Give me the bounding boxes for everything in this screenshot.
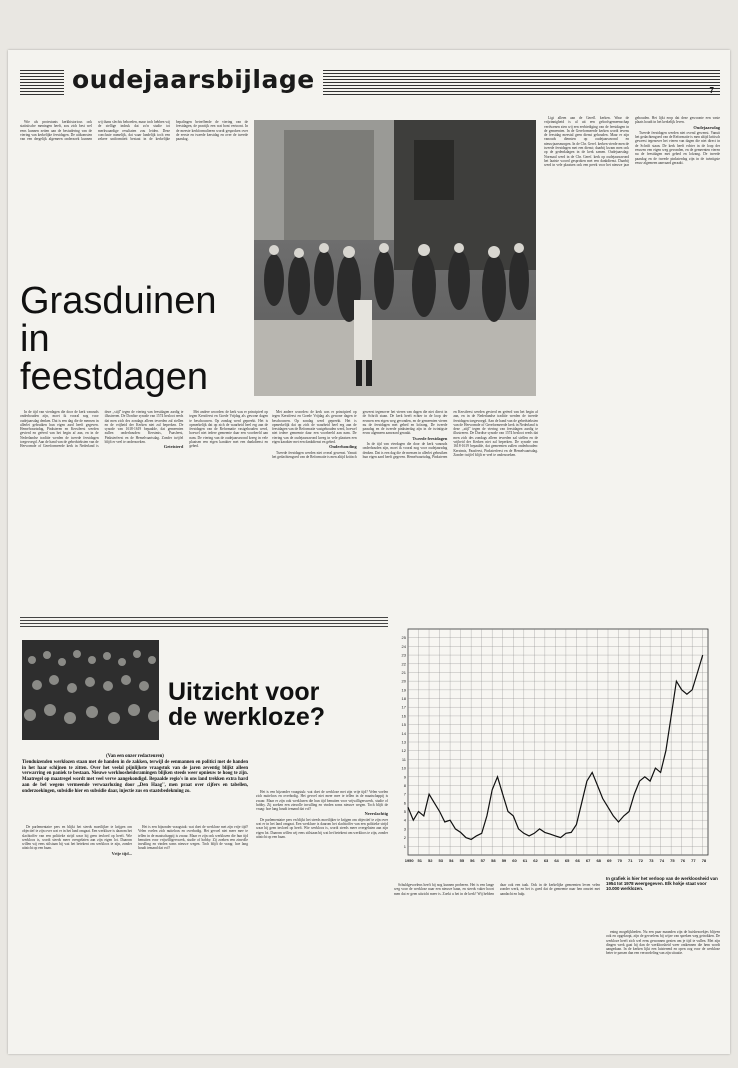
chart-caption: In grafiek is hier het verloop van de werkloosheid van 1954 tot 1978 weergegeven. Elk hokje staat voor 10.000 werklozen. bbox=[606, 876, 718, 892]
article2-paragraph: De parlementaire pers en blijkt het steeds moeilijker te krijgen om objectief te zijn over wat er in het land omgaat. Een werkloze is daarom het slachtoffer van een politieke strijd waar hij geen invloed op heeft. Wie werkloos is, wordt steeds meer overgelaten aan zijn eigen lot. Daarom willen wij eens stilstaan bij wat het betekent om werkloos te zijn, zonder uitzicht op een baan. bbox=[22, 825, 132, 851]
intro-paragraph: Wie als protestants kerkhistoricus ook statistische meningen heeft, zou zich best wel eens kunnen zetten aan de bestudering van de viering van kerkelijke feestdagen. De uitkomsten van een dergelijk algemeen onderzoek kunnen wij thans slechts behoeden, maar toch hebben wij de stellige indruk dat zo'n studie tot merkwaardige resultaten zou leiden. Deze conclusie namelijk, dat waar landelijk toch een zekere uniformiteit bestaat in de kerkelijke bepalingen betreffende de viering van de feestdagen, de practijk een wat bont vertoont. In de meeste kerkformulieren wordt gesproken over de eerste en tweede kerstdag en over de tweede paasdag. bbox=[20, 120, 248, 142]
article2-paragraph-3: Het is een bijzonder vraagstuk: wat doet de werkloze met zijn vrije tijd? Velen voelen zich nutteloos en overbodig. Het gevoel niet meer mee te tellen in de maatschappij is zwaar. Maar er zijn ook werklozen die hun tijd benutten voor vrijwilligerswerk, studie of hobby. Zij zoeken een zinvolle invulling en vinden soms nieuwe wegen. Toch blijft de vraag: hoe lang houdt iemand dat vol? bbox=[256, 790, 388, 812]
y-tick-label: 25 bbox=[401, 635, 406, 641]
x-tick-label: 55 bbox=[459, 858, 465, 863]
x-tick-label: 54 bbox=[449, 858, 454, 863]
y-tick-label: 3 bbox=[403, 826, 406, 832]
chart-svg bbox=[394, 623, 720, 873]
newspaper-page bbox=[8, 50, 730, 1054]
x-tick-label: 69 bbox=[606, 858, 612, 863]
article1-body-right bbox=[272, 410, 538, 620]
x-tick-label: 73 bbox=[649, 858, 654, 863]
y-tick-label: 10 bbox=[401, 765, 406, 771]
x-tick-label: 61 bbox=[522, 858, 528, 863]
x-tick-label: 57 bbox=[480, 858, 486, 863]
y-tick-label: 5 bbox=[403, 809, 406, 815]
article2-paragraph-5: Schuldgevoelens heeft hij nog kunnen proberen. Het is een lange weg voor de werkloze naar een nieuwe baan, en steeds vaker hoort men dat er geen uitzicht meer is. Zoekt u het in de kerk? Wij hebben daar ook een taak. Ook in de kerkelijke gemeenten leven velen zonder werk, en het is goed dat de gemeente naar hen omziet met aandacht en hulp. bbox=[394, 883, 600, 896]
headline-grasduinen bbox=[20, 282, 250, 396]
x-tick-label: 74 bbox=[659, 858, 665, 863]
y-tick-label: 20 bbox=[401, 678, 406, 684]
x-tick-label: 60 bbox=[512, 858, 517, 863]
x-tick-label: 53 bbox=[438, 858, 444, 863]
page-number: 7 bbox=[709, 86, 714, 95]
section-title: oudejaarsbijlage bbox=[64, 64, 323, 96]
x-tick-label: 63 bbox=[543, 858, 549, 863]
right-column-paragraph-2: Tweede feestdagen werden niet overal gewenst. Vanuit het gedachtengoed van de Reformatie is men altijd kritisch geweest tegenover het vieren van dagen die niet direct in de Schrift staan. De kerk heeft echter in de loop der eeuwen een eigen weg gevonden, en de gemeenten vieren nu de feestdagen met gebed en lofzang. De tweede paasdag en de tweede pinksterdag zijn in de twintigste eeuw algemeen aanvaard geraakt. bbox=[635, 130, 720, 165]
x-tick-label: 59 bbox=[501, 858, 507, 863]
subhead-vrije-tijd: Vrije tijd... bbox=[111, 850, 132, 856]
y-tick-label: 15 bbox=[401, 722, 406, 728]
subhead-tweede-feestdagen: Tweede feestdagen bbox=[412, 435, 448, 441]
y-tick-label: 7 bbox=[403, 791, 406, 797]
headline-line: Uitzicht voor bbox=[168, 678, 320, 706]
y-tick-label: 11 bbox=[401, 756, 406, 762]
article2-paragraph-2: Het is een bijzonder vraagstuk: wat doet de werkloze met zijn vrije tijd? Velen voelen zich nutteloos en overbodig. Het gevoel niet meer mee te tellen in de maatschappij is zwaar. Maar er zijn ook werklozen die hun tijd benutten voor vrijwilligerswerk, studie of hobby. Zij zoeken een zinvolle invulling en vinden soms nieuwe wegen. Toch blijft de vraag: hoe lang houdt iemand dat vol? bbox=[138, 825, 248, 851]
x-tick-label: 64 bbox=[554, 858, 559, 863]
article1-paragraph-2: Met andere woorden: de kerk was er principieel op tegen Kerstfeest en Goede Vrijdag als gewone dagen te beschouwen. Op zondag werd gepreekt. Het is opmerkelijk dat op zich de waarheid heel erg aan de feestdagen van de Reformatie vastgehouden werd, hoewel niet iedere gemeente daar een voorbeeld aan nam. De viering van de oudejaarsavond kreeg in vele plaatsen een eigen karakter met een dankdienst en gebed. bbox=[189, 410, 268, 449]
article2-paragraph-4: De parlementaire pers en blijkt het steeds moeilijker te krijgen om objectief te zijn over wat er in het land omgaat. Een werkloze is daarom het slachtoffer van een politieke strijd waar hij geen invloed op heeft. Wie werkloos is, wordt steeds meer overgelaten aan zijn eigen lot. Daarom willen wij eens stilstaan bij wat het betekent om werkloos te zijn, zonder uitzicht op een baan. bbox=[256, 817, 388, 839]
x-tick-label: 71 bbox=[628, 858, 633, 863]
x-tick-label: 1950 bbox=[404, 858, 414, 863]
headline-line: de werkloze? bbox=[168, 703, 325, 731]
crowd-photo-image bbox=[22, 640, 159, 740]
article1-paragraph-3: Met andere woorden: de kerk was er principieel op tegen Kerstfeest en Goede Vrijdag als gewone dagen te beschouwen. Op zondag werd gepreekt. Het is opmerkelijk dat op zich de waarheid heel erg aan de feestdagen van de Reformatie vastgehouden werd, hoewel niet iedere gemeente daar een voorbeeld aan nam. De viering van de oudejaarsavond kreeg in vele plaatsen een eigen karakter met een dankdienst en gebed. bbox=[272, 410, 357, 445]
x-tick-label: 70 bbox=[617, 858, 622, 863]
x-tick-label: 62 bbox=[533, 858, 538, 863]
x-tick-label: 76 bbox=[680, 858, 686, 863]
lede-text: Tienduizenden werklozen staan met de handen in de zakken, terwijl de eenmannen en politici met de handen in het haar schijnen te zitten. Over het veelal pijnlijkste vraagstuk van de jaren zeventig blijkt alleen verwarring en paniek te bestaan. Nieuwe werkloosheidsramingen blijken steeds weer opnieuw te hoog te zijn. Maatregel op maatregel wordt met veel verve aangekondigd. Bepaalde regio's in ons land trekken extra hard aan de bel wegens vermeende verwaarlozing door ,,Den Haag'', men praat over cijfers en tabellen, onderzoekingen, subsidie hier en subsidie daar, injectie zus en staatsbedekming zo. bbox=[22, 759, 248, 794]
x-tick-label: 56 bbox=[470, 858, 475, 863]
y-tick-label: 22 bbox=[401, 661, 406, 667]
byline: (Van een onzer redacteuren) bbox=[106, 754, 164, 759]
y-tick-label: 9 bbox=[403, 774, 406, 780]
y-tick-label: 16 bbox=[401, 713, 406, 719]
church-photo-image bbox=[254, 120, 536, 396]
crowd-photo bbox=[22, 640, 159, 740]
intro-text bbox=[20, 120, 248, 210]
article1-body-left bbox=[20, 410, 268, 620]
x-tick-label: 72 bbox=[638, 858, 644, 863]
headline-line: Grasduinen in bbox=[20, 280, 217, 360]
article1-paragraph-5: In de tijd van vierdagen die door de kerk vanouds onderhouden zijn, moet ik vooral nog voor oudejaarsdag denken. Dat is een dag die de mensen in allerlei gebruiken hun eigen aard heeft gegeven. Hemelvaartsdag, Pinksteren en Kerstfeest werden gevierd en geëerd van het begin af aan, en in de Nederlandse traditie werden de tweede feestdagen toegevoegd. Aan de hand van de gebedsteksten van de Hervormde of Gereformeerde kerk in Nederland is deze ,,stijl'' tegen de viering van feestdagen aardig te illustreren. De Dordtse synode van 1574 besloot reeds dat men zich des zondags alleen tevreden zal stellen en de vrijheid der Kerken niet zal beperken. De synode van 1618-1619 bepaalde, dat gemeenten zullen onderhouden: Kerstmis, Paasfeest, Pinksterfeest en de Hemelvaartsdag. Zonder twijfel blijft er veel te onderzoeken. bbox=[362, 410, 538, 459]
x-tick-label: 51 bbox=[417, 858, 422, 863]
article1-paragraph: In de tijd van vierdagen die door de kerk vanouds onderhouden zijn, moet ik vooral nog voor oudejaarsdag denken. Dat is een dag die de mensen in allerlei gebruiken hun eigen aard heeft gegeven. Hemelvaartsdag, Pinksteren en Kerstfeest werden gevierd en geëerd van het begin af aan, en in de Nederlandse traditie werden de tweede feestdagen toegevoegd. Aan de hand van de gebedsteksten van de Hervormde of Gereformeerde kerk in Nederland is deze ,,stijl'' tegen de viering van feestdagen aardig te illustreren. De Dordtse synode van 1574 besloot reeds dat men zich des zondags alleen tevreden zal stellen en de vrijheid der Kerken niet zal beperken. De synode van 1618-1619 bepaalde, dat gemeenten zullen onderhouden: Kerstmis, Paasfeest, Pinksterfeest en de Hemelvaartsdag. Zonder twijfel blijft er veel te onderzoeken. bbox=[20, 410, 184, 449]
y-tick-label: 14 bbox=[401, 730, 406, 736]
y-tick-label: 23 bbox=[401, 652, 406, 658]
article2-body-mid bbox=[256, 790, 388, 1050]
article2-body-left bbox=[22, 825, 248, 1050]
article2-body-tail bbox=[606, 930, 720, 1050]
x-tick-label: 77 bbox=[691, 858, 696, 863]
article2-paragraph-tail: ening mogelijkheden. Nu een paar maanden zijn de huisbezoekjes blijven ook en opgekropt, zijn de gevoelens bij wijze van spreken weg getrokken. De werkloze heeft zich wel eens gewonnen gezien om je tijd te vullen. Met zijn dingen werk gaat hij dan de werkloosheid weer ontkennen die hem wordt aangedaan. In de kerken lijkt een luisterend en open oog voor de werkloze beter te passen dan een veroordeling van zijn situatie. bbox=[606, 930, 720, 956]
article2-body-right bbox=[394, 883, 600, 1050]
x-tick-label: 52 bbox=[428, 858, 433, 863]
unemployment-chart bbox=[394, 623, 720, 873]
subhead-neerslachtig: Neerslachtig bbox=[364, 811, 388, 817]
y-tick-label: 4 bbox=[403, 817, 406, 823]
subhead-onderhouding: Onderhouding bbox=[329, 444, 357, 450]
headline-werkloze bbox=[168, 680, 388, 730]
y-tick-label: 12 bbox=[401, 748, 406, 754]
section-divider bbox=[20, 617, 388, 627]
y-tick-label: 2 bbox=[403, 835, 406, 841]
y-tick-label: 19 bbox=[401, 687, 406, 693]
x-tick-label: 67 bbox=[585, 858, 591, 863]
y-tick-label: 6 bbox=[403, 800, 406, 806]
x-tick-label: 58 bbox=[491, 858, 496, 863]
right-column-paragraph: Ligt alleen aan de Gerefl. kerken. Waar de vrijzinnigheid is al uit een geloofsgemeenschap verdwenen zien wij een eerbiediging van de feestdagen in de gemeenten. In de Gereformeerde kerken wordt tevens de feestdag meestal geen dienst gehouden. Maar er zijn vanouds diensten op oudejaarsavond en nieuwjaarsmorgen. In de Chr. Geref. kerken vierde men de tweede feestdagen met een dienst; daarbij kwam men ook op de gedenkdagen in de kerk samen. Oudejaarsdag: Normaal werd in de Chr. Geref. kerk op oudejaarsavond het laatste woord gesproken met een dankdienst. Daarbij werd in vele plaatsen ook een preek voor het nieuwe jaar gehouden. Het lijkt erop dat deze gewoonte een vaste plaats houdt in het kerkelijk leven. bbox=[544, 116, 720, 168]
y-tick-label: 21 bbox=[401, 669, 406, 675]
x-tick-label: 66 bbox=[575, 858, 580, 863]
church-photo bbox=[254, 120, 536, 396]
subhead-geteisterd: Geteisterd bbox=[163, 444, 184, 450]
article2-lede bbox=[22, 754, 248, 795]
y-tick-label: 1 bbox=[403, 843, 406, 849]
subhead-oudejaarsdag: Oudejaarsdag bbox=[693, 124, 720, 130]
x-tick-label: 68 bbox=[596, 858, 601, 863]
y-tick-label: 24 bbox=[401, 643, 406, 649]
headline-line: feestdagen bbox=[20, 356, 209, 398]
y-tick-label: 8 bbox=[403, 782, 406, 788]
x-tick-label: 75 bbox=[670, 858, 675, 863]
y-tick-label: 17 bbox=[401, 704, 406, 710]
article1-paragraph-4: Tweede feestdagen werden niet overal gewenst. Vanuit het gedachtengoed van de Reformatie is men altijd kritisch geweest tegenover het vieren van dagen die niet direct in de Schrift staan. De kerk heeft echter in de loop der eeuwen een eigen weg gevonden, en de gemeenten vieren nu de feestdagen met gebed en lofzang. De tweede paasdag en de tweede pinksterdag zijn in de twintigste eeuw algemeen aanvaard geraakt. bbox=[272, 410, 448, 459]
y-tick-label: 13 bbox=[401, 739, 406, 745]
x-tick-label: 78 bbox=[701, 858, 707, 863]
y-tick-label: 18 bbox=[401, 696, 406, 702]
right-column-text bbox=[544, 116, 720, 616]
x-tick-label: 65 bbox=[564, 858, 570, 863]
